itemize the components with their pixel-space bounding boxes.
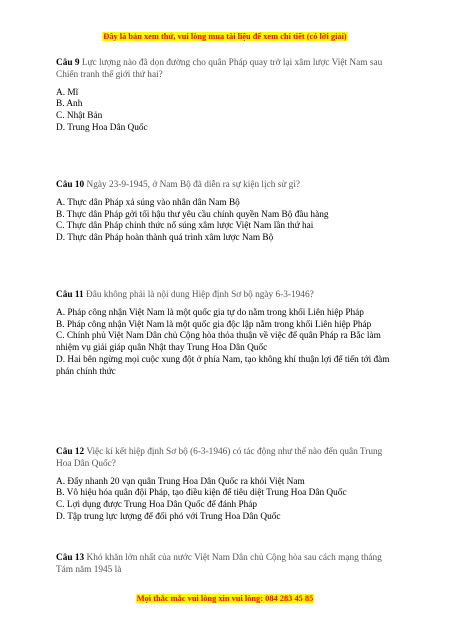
option-b: B. Pháp công nhận Việt Nam là một quốc gia độc lập nằm trong khối Liên hiệp Pháp bbox=[56, 319, 372, 330]
option-c: C. Chính phủ Việt Nam Dân chủ Cộng hòa thỏa thuận về việc để quân Pháp ra Bắc làm nhiệm vụ giải giáp quân Nhật thay Trung Hoa Dân Quốc bbox=[56, 331, 381, 354]
question-number: Câu 11 bbox=[56, 290, 84, 300]
option-d: D. Tập trung lực lượng để đối phó với Trung Hoa Dân Quốc bbox=[56, 511, 281, 522]
options-list bbox=[56, 198, 396, 245]
question-stem bbox=[56, 58, 396, 82]
question-number: Câu 10 bbox=[56, 180, 85, 190]
option-a: A. Đẩy nhanh 20 vạn quân Trung Hoa Dân Quốc ra khỏi Việt Nam bbox=[56, 476, 305, 487]
question-text: Lực lượng nào đã dọn đường cho quân Pháp quay trở lại xâm lược Việt Nam sau Chiến tranh thế giới thứ hai? bbox=[56, 58, 383, 80]
options-list bbox=[56, 88, 396, 135]
question-9 bbox=[56, 58, 396, 135]
options-list bbox=[56, 308, 396, 379]
option-a: A. Mĩ bbox=[56, 87, 79, 98]
contact-notice-footer bbox=[0, 588, 450, 606]
option-b: B. Vô hiệu hóa quân đội Pháp, tạo điều kiện để tiêu diệt Trung Hoa Dân Quốc bbox=[56, 488, 347, 499]
option-b: B. Anh bbox=[56, 99, 83, 110]
contact-notice-text: Mọi thắc mắc vui lòng xin vui lòng: 084 283 45 85 bbox=[136, 594, 314, 603]
preview-notice-text: Đây là bản xem thử, vui lòng mua tài liệu để xem chi tiết (có lời giải) bbox=[103, 32, 347, 41]
option-d: D. Hai bên ngừng mọi cuộc xung đột ở phía Nam, tạo không khí thuận lợi để tiến tới đàm phán chính thức bbox=[56, 354, 390, 377]
option-a: A. Thực dân Pháp xả súng vào nhân dân Nam Bộ bbox=[56, 197, 240, 208]
question-10 bbox=[56, 180, 396, 245]
question-text: Đâu không phải là nội dung Hiệp định Sơ bộ ngày 6-3-1946? bbox=[85, 290, 314, 300]
preview-notice-banner bbox=[0, 26, 450, 44]
option-a: A. Pháp công nhận Việt Nam là một quốc gia tự do nằm trong khối Liên hiệp Pháp bbox=[56, 307, 364, 318]
question-number: Câu 9 bbox=[56, 58, 80, 68]
question-stem bbox=[56, 290, 396, 302]
option-d: D. Thực dân Pháp hoàn thành quá trình xâm lược Nam Bộ bbox=[56, 233, 274, 244]
option-c: C. Thực dân Pháp chính thức nổ súng xâm lược Việt Nam lần thứ hai bbox=[56, 221, 314, 232]
question-13 bbox=[56, 553, 396, 577]
option-b: B. Thực dân Pháp gởi tối hậu thư yêu cầu chính quyền Nam Bộ đầu hàng bbox=[56, 209, 329, 220]
question-stem bbox=[56, 180, 396, 192]
question-stem bbox=[56, 447, 396, 471]
question-11 bbox=[56, 290, 396, 379]
option-c: C. Lợi dụng được Trung Hoa Dân Quốc để đánh Pháp bbox=[56, 500, 258, 511]
option-d: D. Trung Hoa Dân Quốc bbox=[56, 122, 148, 133]
question-text: Khó khăn lớn nhất của nước Việt Nam Dân chủ Cộng hòa sau cách mạng tháng Tám năm 1945 là bbox=[56, 553, 382, 575]
options-list bbox=[56, 477, 396, 524]
question-number: Câu 13 bbox=[56, 553, 85, 563]
question-text: Việc kí kết hiệp định Sơ bộ (6-3-1946) có tác động như thế nào đến quân Trung Hoa Dân Quốc? bbox=[56, 447, 383, 469]
question-text: Ngày 23-9-1945, ở Nam Bộ đã diễn ra sự kiện lịch sử gì? bbox=[86, 180, 301, 190]
question-12 bbox=[56, 447, 396, 524]
question-stem bbox=[56, 553, 396, 577]
question-number: Câu 12 bbox=[56, 447, 85, 457]
option-c: C. Nhật Bản bbox=[56, 111, 103, 122]
